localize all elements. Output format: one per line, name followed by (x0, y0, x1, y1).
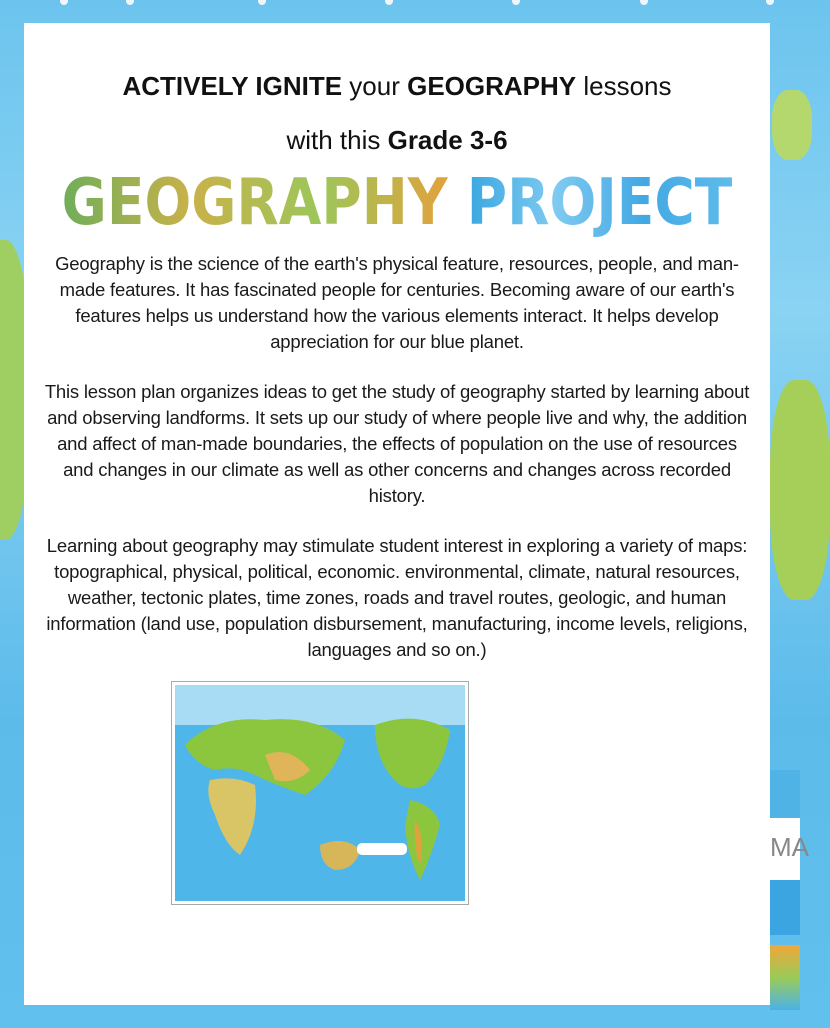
headline-line-2 (24, 123, 770, 157)
map-grid-dot (640, 0, 648, 5)
side-text: MA (770, 832, 809, 862)
content-panel (24, 23, 770, 1005)
bg-land-right (770, 380, 830, 600)
paragraph-maps: Learning about geography may stimulate student interest in exploring a variety of maps: topographical, physical, political, economic. environmental, climate, natural resources, weather, tectonic plates, time zones, roads and travel routes, geologic, and human information (land use, population disbursement, manufacturing, income levels, religions, languages and so on.) (46, 535, 748, 660)
side-map-strip (770, 770, 800, 818)
side-map-strip (770, 880, 800, 935)
bg-land-right-top (772, 90, 812, 160)
world-map-image (171, 681, 469, 905)
world-map-graphic (175, 685, 465, 901)
paragraph-intro: Geography is the science of the earth's physical feature, resources, people, and man-made features. It has fascinated people for centuries. Becoming aware of our earth's features helps us understand how the various elements interact. It helps develop appreciation for our blue planet. (55, 253, 739, 352)
title-part-1: GEOGRAPHY (61, 166, 448, 240)
map-grid-dot (60, 0, 68, 5)
title-part-2: PROJECT (466, 166, 733, 240)
headline-regular: with this (286, 125, 388, 155)
map-grid-dot (258, 0, 266, 5)
project-title (62, 165, 733, 241)
headline-regular: lessons (576, 71, 672, 101)
map-grid-dot (126, 0, 134, 5)
headline-bold: GEOGRAPHY (407, 71, 577, 101)
headline-regular: your (342, 71, 408, 101)
headline-bold: ACTIVELY IGNITE (122, 71, 343, 101)
headline-line-1 (24, 69, 770, 103)
map-grid-dot (385, 0, 393, 5)
map-grid-dot (512, 0, 520, 5)
side-card (770, 818, 809, 880)
grade-range: Grade 3-6 (387, 125, 508, 155)
side-legend (770, 945, 800, 1010)
paragraph-lesson-plan: This lesson plan organizes ideas to get the study of geography started by learning about and observing landforms. It sets up our study of where people live and why, the addition and affect of man-made boundaries, the effects of population on the use of resources and changes in our climate as well as other concerns and changes across recorded history. (44, 381, 750, 506)
project-title-container (24, 165, 770, 241)
map-grid-dot (766, 0, 774, 5)
